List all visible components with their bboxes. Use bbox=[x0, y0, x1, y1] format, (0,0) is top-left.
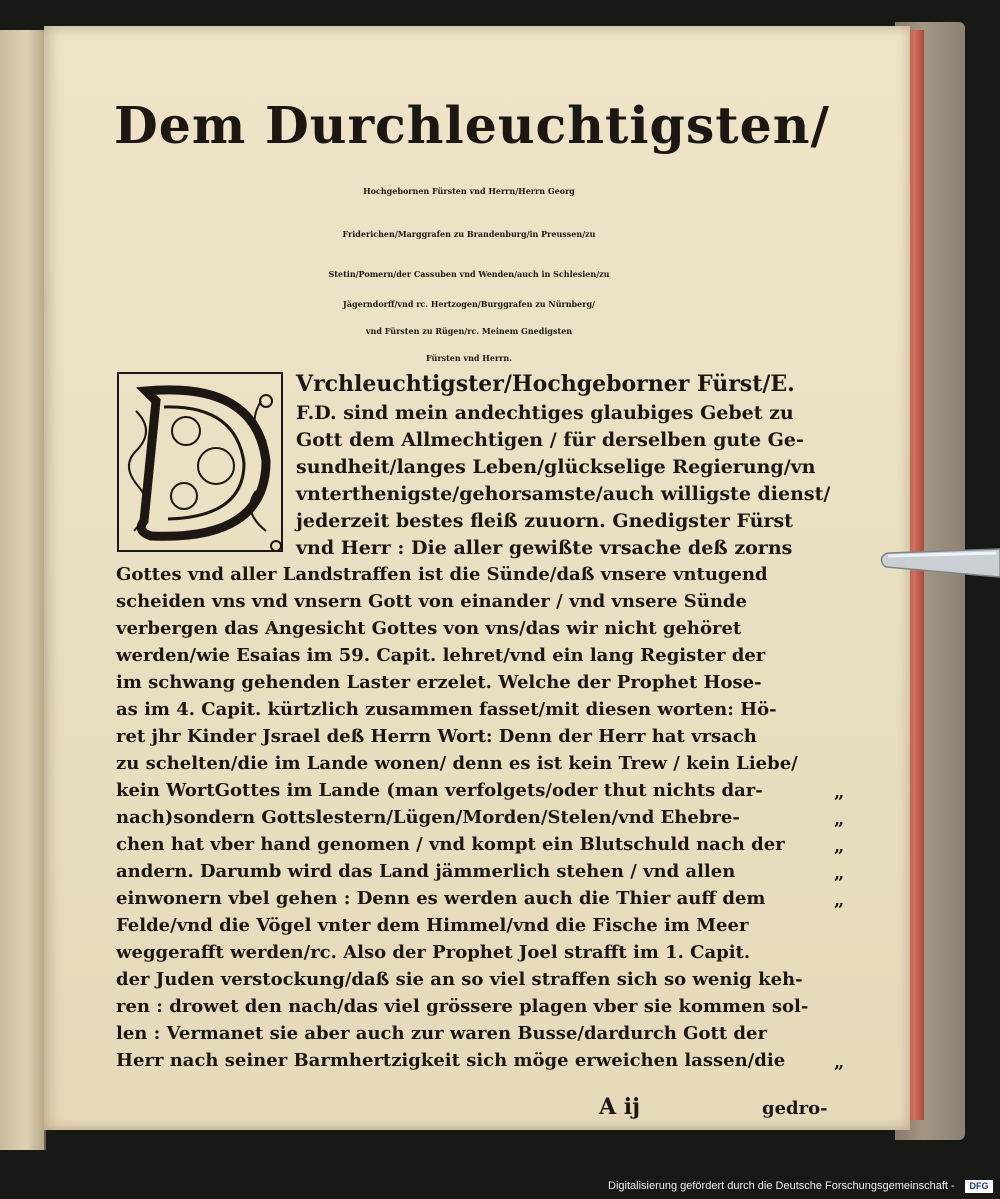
margin-quote-mark: „ bbox=[834, 782, 845, 803]
body-line: F.D. sind mein andechtiges glaubiges Gebet zu bbox=[296, 402, 794, 424]
body-line: chen hat vber hand genomen / vnd kompt ein Blutschuld nach der bbox=[116, 834, 785, 855]
dfg-logo: DFG bbox=[965, 1180, 993, 1193]
body-line: Gott dem Allmechtigen / für derselben gute Ge- bbox=[296, 429, 804, 451]
body-line: nach)sondern Gottslestern/Lügen/Morden/Stelen/vnd Ehebre- bbox=[116, 807, 740, 828]
page-pointer bbox=[878, 543, 1000, 583]
catchword: gedro- bbox=[762, 1098, 828, 1119]
body-line: weggerafft werden/rc. Also der Prophet Joel strafft im 1. Capit. bbox=[116, 942, 751, 963]
body-line: einwonern vbel gehen : Denn es werden auch die Thier auff dem bbox=[116, 888, 766, 909]
body-line: zu schelten/die im Lande wonen/ denn es ist kein Trew / kein Liebe/ bbox=[116, 753, 798, 774]
body-line: der Juden verstockung/daß sie an so viel straffen sich so wenig keh- bbox=[116, 969, 803, 990]
title-line: Hochgebornen Fürsten vnd Herrn/Herrn Georg bbox=[363, 186, 575, 196]
ornamental-initial-d bbox=[116, 371, 284, 553]
title-line: Friderichen/Marggrafen zu Brandenburg/in Preussen/zu bbox=[342, 229, 596, 239]
body-line: jederzeit bestes fleiß zuuorn. Gnedigster Fürst bbox=[296, 510, 793, 532]
body-line: Vrchleuchtigster/Hochgeborner Fürst/E. bbox=[296, 371, 795, 397]
title-line: vnd Fürsten zu Rügen/rc. Meinem Gnedigsten bbox=[365, 326, 573, 336]
margin-quote-mark: „ bbox=[834, 809, 845, 830]
body-line: vnterthenigste/gehorsamste/auch willigste dienst/ bbox=[296, 483, 831, 505]
title-line: Jägerndorff/vnd rc. Hertzogen/Burggrafen zu Nürnberg/ bbox=[343, 299, 595, 309]
body-line: scheiden vns vnd vnsern Gott von einander / vnd vnsere Sünde bbox=[116, 591, 747, 612]
body-line: Gottes vnd aller Landstraffen ist die Sünde/daß vnsere vntugend bbox=[116, 564, 768, 585]
body-line: kein WortGottes im Lande (man verfolgets/oder thut nichts dar- bbox=[116, 780, 763, 801]
body-line: verbergen das Angesicht Gottes von vns/das wir nicht gehöret bbox=[116, 618, 742, 639]
body-line: im schwang gehenden Laster erzelet. Welche der Prophet Hose- bbox=[116, 672, 762, 693]
signature-mark: A ij bbox=[599, 1094, 641, 1120]
title-line: Stetin/Pomern/der Cassuben vnd Wenden/auch in Schlesien/zu bbox=[328, 269, 610, 279]
body-line: Felde/vnd die Vögel vnter dem Himmel/vnd die Fische im Meer bbox=[116, 915, 749, 936]
margin-quote-mark: „ bbox=[834, 863, 845, 884]
body-line: andern. Darumb wird das Land jämmerlich stehen / vnd allen bbox=[116, 861, 736, 882]
body-line: len : Vermanet sie aber auch zur waren Busse/dardurch Gott der bbox=[116, 1023, 767, 1044]
body-line: as im 4. Capit. kürtzlich zusammen fasset/mit diesen worten: Hö- bbox=[116, 699, 777, 720]
margin-quote-mark: „ bbox=[834, 890, 845, 911]
title-line: Fürsten vnd Herrn. bbox=[426, 353, 512, 363]
margin-quote-mark: „ bbox=[834, 1052, 845, 1073]
body-line: vnd Herr : Die aller gewißte vrsache deß zorns bbox=[296, 537, 793, 559]
body-line: Herr nach seiner Barmhertzigkeit sich möge erweichen lassen/die bbox=[116, 1050, 786, 1071]
body-line: ren : drowet den nach/das viel grössere plagen vber sie kommen sol- bbox=[116, 996, 809, 1017]
margin-quote-mark: „ bbox=[834, 836, 845, 857]
book-page bbox=[44, 26, 910, 1130]
body-line: sundheit/langes Leben/glückselige Regierung/vn bbox=[296, 456, 816, 478]
left-page-edge bbox=[0, 30, 46, 1150]
dedication-heading: Dem Durchleuchtigsten/ bbox=[114, 96, 830, 155]
body-line: werden/wie Esaias im 59. Capit. lehret/vnd ein lang Register der bbox=[116, 645, 766, 666]
body-line: ret jhr Kinder Jsrael deß Herrn Wort: Denn der Herr hat vrsach bbox=[116, 726, 757, 747]
digitization-credit: Digitalisierung gefördert durch die Deutsche Forschungsgemeinschaft - bbox=[608, 1180, 955, 1192]
